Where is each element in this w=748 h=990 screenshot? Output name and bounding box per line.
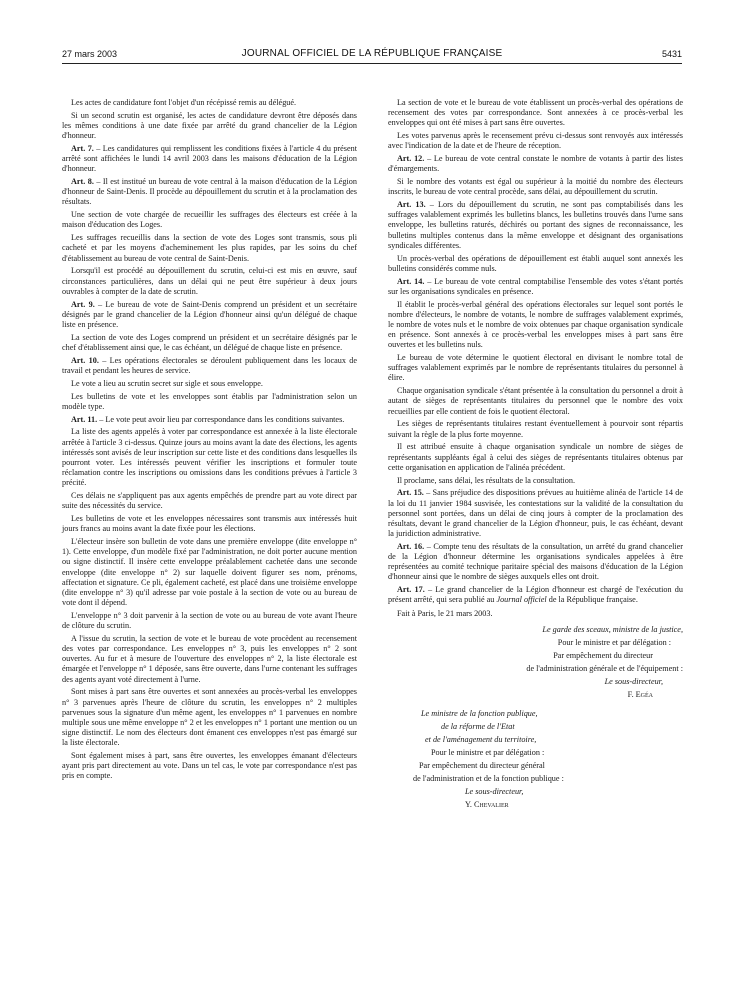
- paragraph: [62, 415, 357, 425]
- article-number: Art. 12.: [397, 154, 425, 164]
- article-number: Art. 13.: [397, 200, 426, 210]
- paragraph-text: Le vote a lieu au scrutin secret sur sigle et sous enveloppe.: [71, 378, 263, 388]
- paragraph-text: – Le grand chancelier de la Légion d'honneur est chargé de l'exécution du présent arrêté, qui sera publié au: [388, 585, 683, 605]
- paragraph-text: Chaque organisation syndicale s'étant présentée à la consultation du personnel a droit à autant de sièges de représentants titulaires du personnel que le nombre des voix recueillies par elle contient de fois le quotient électoral.: [388, 386, 683, 416]
- paragraph-text: La section de vote et le bureau de vote établissent un procès-verbal des opérations de recensement des votes par correspondance. Sont annexées à ce procès-verbal les enveloppes qui ont été mises à part sans être ouvertes.: [388, 98, 683, 128]
- paragraph: [388, 442, 683, 472]
- paragraph: [388, 98, 683, 128]
- signatory-2-direction: de l'administration et de la fonction publique :: [413, 774, 564, 784]
- signatory-1-title: Le garde des sceaux, ministre de la justice,: [542, 625, 683, 635]
- signatory-1-role: Le sous-directeur,: [604, 677, 663, 687]
- paragraph-text: Une section de vote chargée de recueillir les suffrages des électeurs est créée à la maison d'éducation des Loges.: [62, 210, 357, 230]
- paragraph: [62, 356, 357, 376]
- paragraph: [388, 488, 683, 539]
- paragraph-text: – Le bureau de vote de Saint-Denis comprend un président et un secrétaire désignés par le grand chancelier de la Légion d'honneur ainsi qu'un délégué de chaque liste en présence.: [62, 299, 357, 329]
- paragraph: [62, 611, 357, 631]
- paragraph-text: A l'issue du scrutin, la section de vote et le bureau de vote procèdent au recensement des votes par correspondance. Les enveloppes n° 3, puis les enveloppes n° 2 sont ouvertes. Au fur et à mesure de l'ouverture des enveloppes n° 2, la liste électorale est émargée et l'enveloppe n° 1 déposée, sans être ouverte, dans l'urne contenant les suffrages des agents ayant voté directement à l'urne.: [62, 633, 357, 684]
- paragraph: [388, 277, 683, 297]
- place-date: Fait à Paris, le 21 mars 2003.: [397, 608, 493, 618]
- paragraph-text: Il proclame, sans délai, les résultats de la consultation.: [397, 475, 576, 485]
- page-header: [62, 47, 682, 63]
- paragraph: [62, 427, 357, 488]
- paragraph-text: – Les opérations électorales se déroulent publiquement dans les locaux de travail et pendant les heures de service.: [62, 355, 357, 375]
- paragraph: [62, 210, 357, 230]
- paragraph-text: – Sans préjudice des dispositions prévues au huitième alinéa de l'article 14 de la loi du 11 janvier 1984 susvisée, les contestations sur la validité de la consultation du personnel sont portées, dans un délai de cinq jours à compter de la proclamation des résultats, devant le grand chancelier de la Légion d'honneur, puis, le cas échéant, devant la juridiction administrative.: [388, 488, 683, 539]
- paragraph-text: Le bureau de vote détermine le quotient électoral en divisant le nombre total de suffrages valablement exprimés par le nombre de représentants titulaires du personnel à élire.: [388, 353, 683, 383]
- paragraph-text: La liste des agents appelés à voter par correspondance est annexée à la liste électorale arrêtée à l'article 3 ci-dessus. Quinze jours au moins avant la date des élections, les agents intéressés sont avisés de leur inscription sur cette liste et des conditions dans lesquelles ils pourront voter. Les intéressés peuvent vérifier les inscriptions et formuler toute réclamation contre les inscriptions ou omissions dans les conditions prévues à l'article 3 précité.: [62, 427, 357, 488]
- article-number: Art. 9.: [71, 299, 95, 309]
- paragraph: [388, 254, 683, 274]
- signatory-2-delegation: Pour le ministre et par délégation :: [431, 748, 545, 758]
- right-column: [388, 98, 683, 813]
- paragraph-text: – Le bureau de vote central constate le nombre de votants à partir des listes d'émargements.: [388, 154, 683, 174]
- paragraph-text: Sont également mises à part, sans être ouvertes, les enveloppes émanant d'électeurs ayant pris part directement au vote. Dans un tel cas, le vote par correspondance n'est pas pris en compte.: [62, 750, 357, 781]
- paragraph: [62, 514, 357, 534]
- paragraph-text: – Compte tenu des résultats de la consultation, un arrêté du grand chancelier de la Légion d'honneur détermine les organisations syndicales appelées à être représentées au comité technique paritaire spécial des maisons d'éducation de la Légion d'honneur ainsi que le nombre de sièges auxquels elles ont droit.: [388, 541, 683, 582]
- paragraph-text: Les suffrages recueillis dans la section de vote des Loges sont transmis, sous pli cacheté et par les moyens d'acheminement les plus rapides, par les soins du chef d'établissement au bureau de vote central de Saint-Denis.: [62, 233, 357, 263]
- article-number: Art. 16.: [397, 541, 425, 551]
- right-column-paragraphs: [388, 98, 683, 606]
- signatory-1-name: F. Egéa: [627, 690, 653, 700]
- paragraph: [62, 491, 357, 511]
- signatory-2-role: Le sous-directeur,: [465, 787, 524, 797]
- paragraph: [388, 177, 683, 197]
- signatory-2-name: Y. Chevalier: [465, 800, 509, 810]
- paragraph: [62, 144, 357, 174]
- paragraph-text: – Lors du dépouillement du scrutin, ne sont pas comptabilisés dans les suffrages valablement exprimés les bulletins blancs, les bulletins trouvés dans l'urne sans enveloppe, les bulletins raturés, déchirés ou portant des signes de reconnaissance, les bulletins multiples contenus dans la même enveloppe et désignant des organisations syndicales différentes.: [388, 200, 684, 250]
- paragraph: [388, 419, 683, 439]
- signatory-1-delegation: Pour le ministre et par délégation :: [557, 638, 671, 648]
- signatory-2-title-1: Le ministre de la fonction publique,: [421, 709, 538, 719]
- paragraph-text: L'enveloppe n° 3 doit parvenir à la section de vote ou au bureau de vote avant l'heure de clôture du scrutin.: [62, 610, 357, 631]
- paragraph-text: – Le vote peut avoir lieu par correspondance dans les conditions suivantes.: [97, 414, 345, 424]
- signatory-1-empechement: Par empêchement du directeur: [553, 651, 653, 661]
- left-column: [62, 98, 357, 784]
- article-number: Art. 15.: [397, 488, 424, 498]
- paragraph-text: Si le nombre des votants est égal ou supérieur à la moitié du nombre des électeurs inscrits, le bureau de vote central procède, sans délai, au dépouillement du scrutin.: [388, 177, 683, 197]
- paragraph: [388, 300, 683, 351]
- header-date: 27 mars 2003: [62, 49, 118, 59]
- paragraph-text: Il établit le procès-verbal général des opérations électorales sur lequel sont portés le nombre d'électeurs, le nombre de votants, le nombre de suffrages valablement exprimés, le nombre de votes nuls et le nombre de voix obtenues par chaque organisation syndicale en présence. Sont annexés à ce procès-verbal les enveloppes mises à part sans être ouvertes et les bulletins nuls.: [388, 299, 683, 350]
- article-number: Art. 14.: [397, 276, 425, 286]
- paragraph: [388, 585, 683, 605]
- journal-name: Journal officiel: [496, 595, 547, 605]
- paragraph-text: Si un second scrutin est organisé, les actes de candidature devront être déposés dans les mêmes conditions à une date fixée par arrêté du grand chancelier de la Légion d'honneur.: [62, 110, 357, 141]
- paragraph-text: – Le bureau de vote central comptabilise l'ensemble des votes s'étant portés sur les organisations syndicales en présence.: [388, 276, 683, 296]
- signatory-2-empechement: Par empêchement du directeur général: [419, 761, 545, 771]
- article-number: Art. 17.: [397, 585, 425, 595]
- header-rule: [62, 63, 682, 64]
- article-number: Art. 11.: [71, 414, 98, 424]
- paragraph-text: – Les candidatures qui remplissent les conditions fixées à l'article 4 du présent arrêté sont affichées le lundi 14 avril 2003 dans les maisons d'éducation de la Légion d'honneur.: [62, 144, 357, 174]
- paragraph: [388, 542, 683, 583]
- paragraph: [62, 751, 357, 781]
- paragraph: [388, 476, 683, 486]
- paragraph: [388, 131, 683, 151]
- paragraph-text: Les votes parvenus après le recensement prévu ci-dessus sont renvoyés aux intéressés avec l'indication de la date et de l'heure de réception.: [388, 131, 683, 151]
- paragraph: [62, 392, 357, 412]
- signatory-1-direction: de l'administration générale et de l'équipement :: [526, 664, 683, 674]
- paragraph-text: Les actes de candidature font l'objet d'un récépissé remis au délégué.: [71, 98, 297, 107]
- article-number: Art. 10.: [71, 355, 99, 365]
- paragraph: [388, 200, 683, 251]
- paragraph-text: Il est attribué ensuite à chaque organisation syndicale un nombre de sièges de représentants suppléants égal à celui des sièges de représentants titulaires obtenus par cette organisation en application de l'alinéa précédent.: [388, 442, 683, 472]
- paragraph: [62, 266, 357, 296]
- paragraph: [62, 300, 357, 330]
- paragraph-text: Les bulletins de vote et les enveloppes sont établis par l'administration selon un modèle type.: [62, 391, 357, 411]
- header-page-number: 5431: [661, 49, 682, 59]
- paragraph-text: – Il est institué un bureau de vote central à la maison d'éducation de la Légion d'honneur de Saint-Denis. Il procède au dépouillement du scrutin et à la proclamation des résultats.: [62, 177, 357, 207]
- paragraph: [62, 634, 357, 685]
- paragraph: [388, 353, 683, 383]
- paragraph-text: Lorsqu'il est procédé au dépouillement du scrutin, celui-ci est mis en œuvre, sauf circonstances particulières, dans un délai qui ne peut être supérieur à deux jours ouvrables à compter de la date de scrutin.: [62, 266, 357, 296]
- signatory-2-title-2: de la réforme de l'Etat: [441, 722, 515, 732]
- signoff: [388, 609, 683, 811]
- paragraph-text: Les sièges de représentants titulaires restant éventuellement à pourvoir sont répartis suivant la règle de la plus forte moyenne.: [388, 419, 683, 439]
- paragraph: [62, 687, 357, 748]
- paragraph: [62, 111, 357, 141]
- paragraph-text: Sont mises à part sans être ouvertes et sont annexées au procès-verbal les enveloppes n° 3 parvenues après l'heure de clôture du scrutin, les enveloppes n° 2 multiples parvenues sous la signature d'un même agent, les enveloppes n° 1 parvenues en nombre multiple sous une même enveloppe n° 2 et les enveloppes n° 1 portant une mention ou un signe distinctif. Le nom des électeurs dont émanent ces enveloppes n'est pas émargé sur la liste électorale.: [62, 687, 357, 748]
- paragraph: [62, 537, 357, 608]
- signatory-2-title-3: et de l'aménagement du territoire,: [425, 735, 537, 745]
- paragraph: [388, 386, 683, 416]
- header-journal-title: JOURNAL OFFICIEL DE LA RÉPUBLIQUE FRANÇAISE: [241, 48, 503, 59]
- paragraph-text-tail: de la République française.: [546, 595, 638, 605]
- paragraph: [62, 233, 357, 263]
- article-number: Art. 7.: [71, 144, 94, 153]
- paragraph-text: L'électeur insère son bulletin de vote dans une première enveloppe (dite enveloppe n° 1). Cette enveloppe, d'un modèle fixé par l'administration, ne doit porter aucune mention ou signe distinctif. Il insère cette enveloppe préalablement cachetée dans une seconde enveloppe (dite enveloppe n° 2) sur laquelle doivent figurer ses nom, prénoms, affectation et signature. Ce pli, également cacheté, est placé dans une troisième enveloppe (dite enveloppe n° 3) qu'il adresse par voie postale à la section de vote ou au bureau de vote dont il dépend.: [62, 537, 357, 608]
- paragraph: [62, 379, 357, 389]
- paragraph-text: Les bulletins de vote et les enveloppes nécessaires sont transmis aux intéressés huit jours francs au moins avant la date fixée pour les élections.: [62, 514, 357, 534]
- paragraph-text: Un procès-verbal des opérations de dépouillement est établi auquel sont annexés les bulletins considérés comme nuls.: [388, 253, 683, 273]
- article-number: Art. 8.: [71, 177, 94, 187]
- paragraph: [62, 98, 357, 108]
- paragraph: [62, 177, 357, 207]
- paragraph-text: Ces délais ne s'appliquent pas aux agents empêchés de prendre part au vote direct par suite des nécessités du service.: [62, 491, 357, 511]
- paragraph: [388, 154, 683, 174]
- paragraph: [62, 333, 357, 353]
- paragraph-text: La section de vote des Loges comprend un président et un secrétaire désignés par le chef d'établissement ainsi que, le cas échéant, un délégué de chaque liste en présence.: [62, 332, 357, 352]
